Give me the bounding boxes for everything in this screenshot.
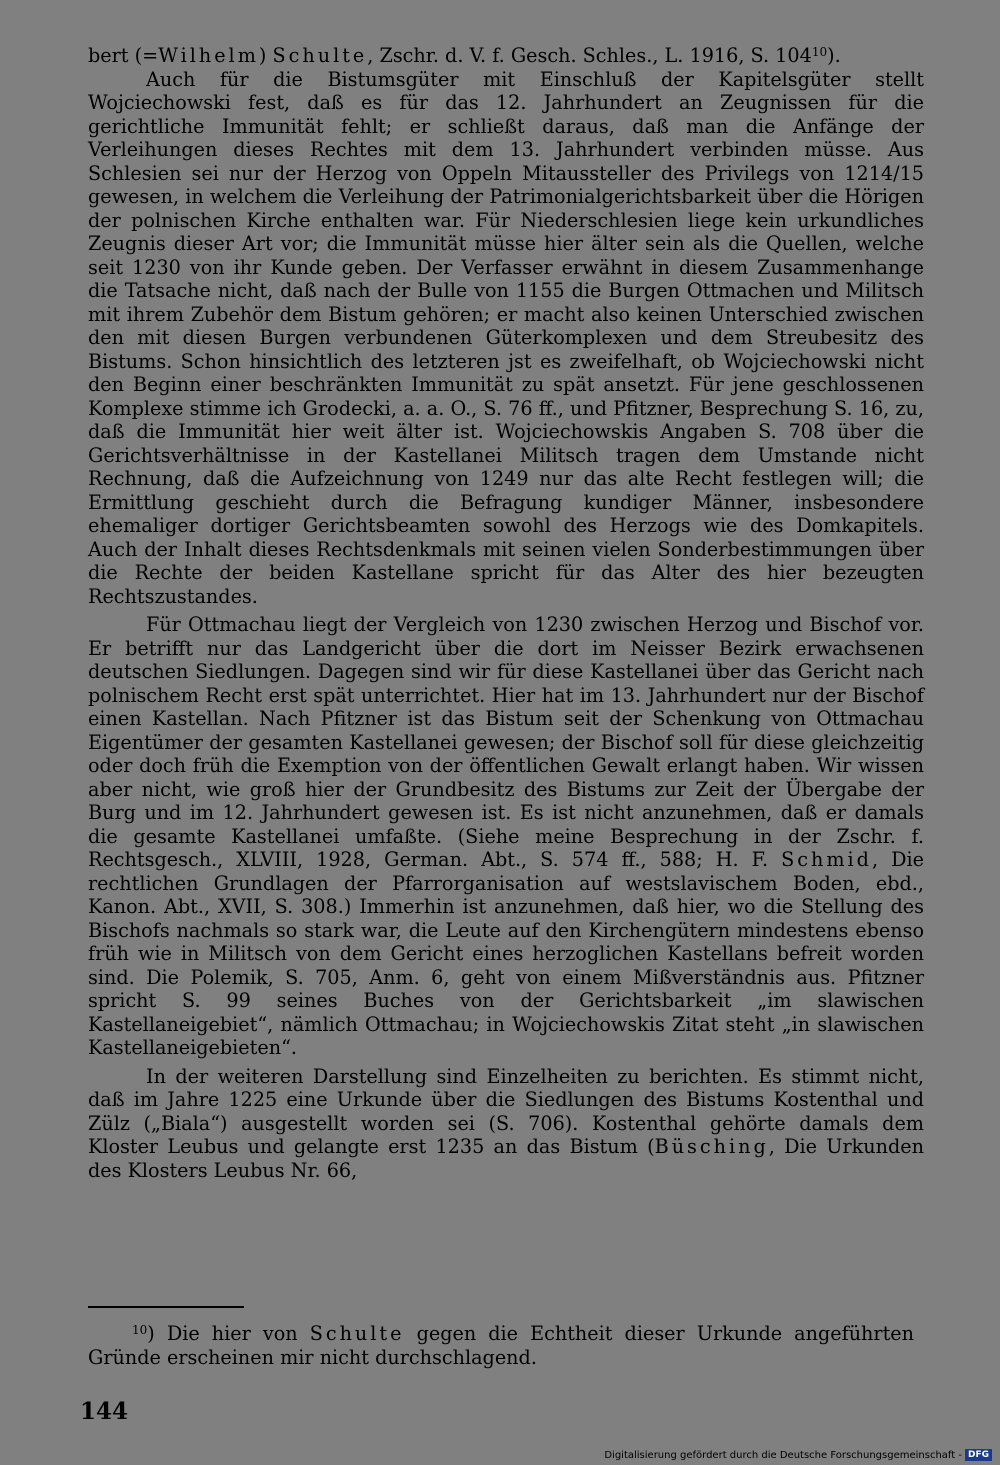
text-run: gegen die Echtheit dieser Urkunde angeführten Gründe erscheinen mir nicht durchschlagend. (88, 1322, 915, 1369)
paragraph-2: Auch für die Bistumsgüter mit Einschluß der Kapitelsgüter stellt Wojciechowski fest, daß es für das 12. Jahrhundert an Zeugnissen für die gerichtliche Immunität fehlt; er schließt daraus, daß man die Anfänge der Verleihungen dieses Rechtes mit dem 13. Jahrhundert verbinden müsse. Aus Schlesien sei nur der Herzog von Oppeln Mitaussteller des Privilegs von 1214/15 gewesen, in welchem die Verleihung der Patrimonialgerichtsbarkeit über die Hörigen der polnischen Kirche enthalten war. Für Niederschlesien liege kein urkundliches Zeugnis dieser Art vor; die Immunität müsse hier älter sein als die Quellen, welche seit 1230 von ihr Kunde geben. Der Verfasser erwähnt in diesem Zusammenhange die Tatsache nicht, daß nach der Bulle von 1155 die Burgen Ottmachen und Militsch mit ihrem Zubehör dem Bistum gehören; er macht also keinen Unterschied zwischen den mit diesen Burgen verbundenen Güterkomplexen und dem Streubesitz des Bistums. Schon hinsichtlich des letzteren jst es zweifelhaft, ob Wojciechowski nicht den Beginn einer beschränkten Immunität zu spät ansetzt. Für jene geschlossenen Komplexe stimme ich Grodecki, a. a. O., S. 76 ff., und Pfitzner, Besprechung S. 16, zu, daß die Immunität hier weit älter ist. Wojciechowskis Angaben S. 708 über die Gerichtsverhältnisse in der Kastellanei Militsch tragen dem Umstande nicht Rechnung, daß die Aufzeichnung von 1249 nur das alte Recht festlegen will; die Ermittlung geschieht durch die Befragung kundiger Männer, insbesondere ehemaliger dortiger Gerichtsbeamten sowohl des Herzogs wie des Domkapitels. Auch der Inhalt dieses Rechtsdenkmals mit seinen vielen Sonderbestimmungen über die Rechte der beiden Kastellane spricht für das Alter des hier bezeugten Rechtszustandes. (88, 67, 924, 608)
text-run: In der weiteren Darstellung sind Einzelheiten zu berichten. Es stimmt nicht, daß im Jahre 1225 eine Urkunde über die Siedlungen des Bistums Kostenthal und Zülz („Biala“) ausgestellt worden sei (S. 706). Kostenthal gehörte damals dem Kloster Leubus und gelangte erst 1235 an das Bistum ( (88, 1064, 924, 1158)
text-run: , Zschr. d. V. f. Gesch. Schles., L. 1916, S. 104 (367, 44, 812, 67)
digitization-credit (604, 1449, 992, 1461)
footnote (88, 1322, 914, 1370)
text-run: , Die Urkunden des Klosters Leubus Nr. 66, (88, 1135, 924, 1182)
text-run: Für Ottmachau liegt der Vergleich von 1230 zwischen Herzog und Bischof vor. Er betrifft nur das Landgericht über die dort im Neisser Bezirk erwachsenen deutschen Siedlungen. Dagegen sind wir für diese Kastellanei über das Gericht nach polnischem Recht erst spät unterrichtet. Hier hat im 13. Jahrhundert nur der Bischof einen Kastellan. Nach Pfitzner ist das Bistum seit der Schenkung von Ottmachau Eigentümer der gesamten Kastellanei gewesen; der Bischof soll für diese gleichzeitig oder doch früh die Exemption von der öffentlichen Gewalt erlangt haben. Wir wissen aber nicht, wie groß hier der Grundbesitz des Bistums zur Zeit der Übergabe der Burg und im 12. Jahrhundert gewesen ist. Es ist nicht anzunehmen, daß er damals die gesamte Kastellanei umfaßte. (Siehe meine Besprechung in der Zschr. f. Rechtsgesch., XLVIII, 1928, German. Abt., S. 574 ff., 588; H. F. (88, 613, 924, 871)
author-name: Schulte (272, 44, 368, 67)
text-run: bert (= (88, 44, 159, 67)
page-number: 144 (80, 1398, 129, 1425)
author-name: Büsching (654, 1135, 769, 1158)
footnote-ref: 10 (811, 45, 828, 59)
text-run: ) Die hier von (147, 1322, 310, 1345)
footnote-number: 10 (132, 1323, 148, 1337)
credit-text: Digitalisierung gefördert durch die Deutsche Forschungsgemeinschaft - (604, 1449, 962, 1461)
text-run: , Die rechtlichen Grundlagen der Pfarrorganisation auf westslavischem Boden, ebd., Kanon. Abt., XVII, S. 308.) Immerhin ist anzunehmen, daß hier, wo die Stellung des Bischofs nachmals so stark war, die Leute auf den Kirchengütern mindestens ebenso früh wie in Militsch von dem Gericht eines herzoglichen Kastellans befreit worden sind. Die Polemik, S. 705, Anm. 6, geht von einem Mißverständnis aus. Pfitzner spricht S. 99 seines Buches von der Gerichtsbarkeit „im slawischen Kastellaneigebiet“, nämlich Ottmachau; in Wojciechowskis Zitat steht „in slawischen Kastellaneigebieten“. (88, 848, 924, 1059)
paragraph-1 (88, 44, 924, 68)
text-run: ). (827, 44, 841, 67)
text-run: ) (258, 44, 273, 67)
main-text (88, 44, 924, 1182)
paragraph-4 (88, 1065, 924, 1183)
author-name: Wilhelm (158, 44, 259, 67)
dfg-logo-icon: DFG (965, 1449, 992, 1461)
author-name: Schulte (309, 1322, 405, 1345)
author-name: Schmid (781, 848, 872, 871)
paragraph-3 (88, 613, 924, 1060)
footnote-divider (88, 1306, 244, 1308)
